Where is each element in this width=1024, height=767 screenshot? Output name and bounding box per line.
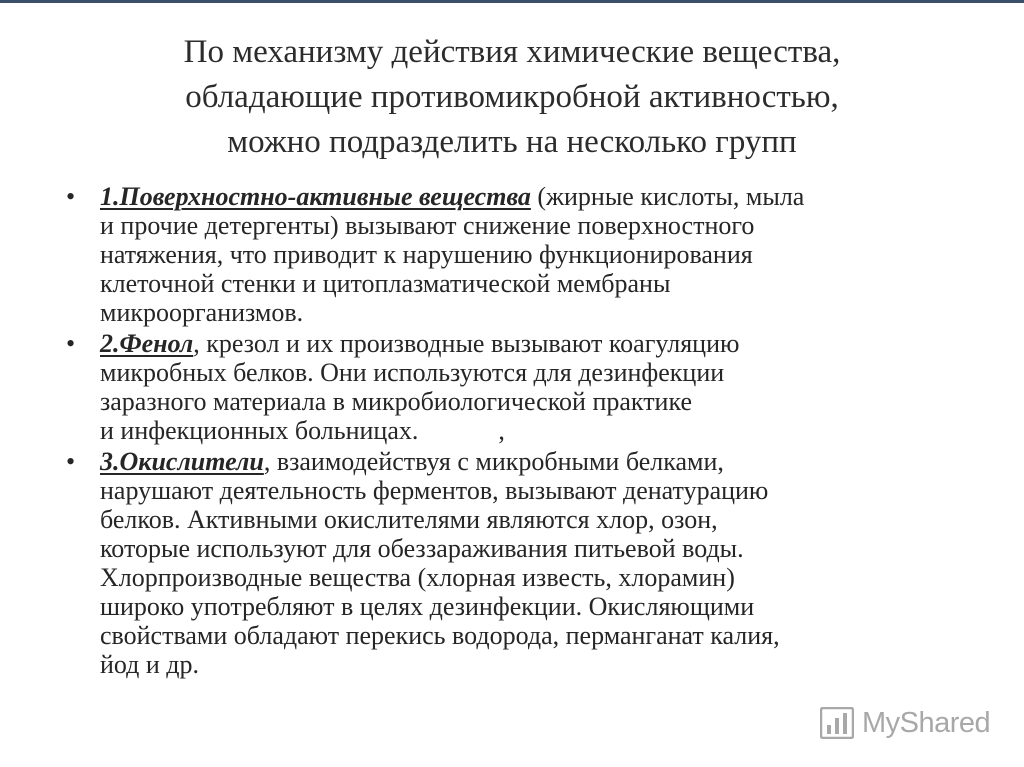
item-line: и прочие детергенты) вызывают снижение поверхностного [100, 211, 755, 240]
item-line: широко употребляют в целях дезинфекции. Окисляющими [100, 592, 755, 621]
bullet-icon: • [66, 182, 76, 211]
item-line: микроорганизмов. [100, 298, 304, 327]
item-line: белков. Активными окислителями являются хлор, озон, [100, 505, 718, 534]
item-text: , крезол и их производные вызывают коагуляцию [193, 329, 740, 358]
stray-comma: , [498, 416, 505, 445]
bullet-item-oxidizers [60, 447, 980, 679]
bullet-item-phenol [60, 329, 980, 445]
term-oxidizers: 3.Окислители [100, 447, 264, 476]
watermark [820, 703, 990, 743]
title-line-1: По механизму действия химические вещества, [183, 34, 841, 70]
item-line [100, 416, 980, 445]
item-line: свойствами обладают перекись водорода, перманганат калия, [100, 621, 780, 650]
item-line [100, 329, 980, 358]
item-line: микробных белков. Они используются для дезинфекции [100, 358, 725, 387]
slide-title [40, 30, 984, 165]
top-border [0, 0, 1024, 3]
term-surfactants: 1.Поверхностно-активные вещества [100, 182, 531, 211]
bullet-list [60, 182, 980, 681]
item-line: клеточной стенки и цитоплазматической мембраны [100, 269, 671, 298]
title-line-3: можно подразделить на несколько групп [227, 124, 797, 160]
bullet-icon: • [66, 329, 76, 358]
item-line: натяжения, что приводит к нарушению функционирования [100, 240, 753, 269]
term-phenol: 2.Фенол [100, 329, 194, 358]
item-line [100, 182, 980, 211]
item-text: , взаимодействуя с микробными белками, [263, 447, 724, 476]
item-line [100, 447, 980, 476]
item-line: Хлорпроизводные вещества (хлорная известь, хлорамин) [100, 563, 735, 592]
item-text: и инфекционных больницах. [100, 416, 419, 445]
bullet-item-surfactants [60, 182, 980, 327]
item-line: которые используют для обеззараживания питьевой воды. [100, 534, 744, 563]
item-line: йод и др. [100, 650, 200, 679]
item-text: (жирные кислоты, мыла [530, 182, 805, 211]
bullet-icon: • [66, 447, 76, 476]
item-line: заразного материала в микробиологической практике [100, 387, 692, 416]
bar-chart-icon [820, 707, 854, 739]
item-line: нарушают деятельность ферментов, вызывают денатурацию [100, 476, 769, 505]
watermark-text: MyShared [862, 706, 991, 739]
title-line-2: обладающие противомикробной активностью, [185, 79, 839, 115]
